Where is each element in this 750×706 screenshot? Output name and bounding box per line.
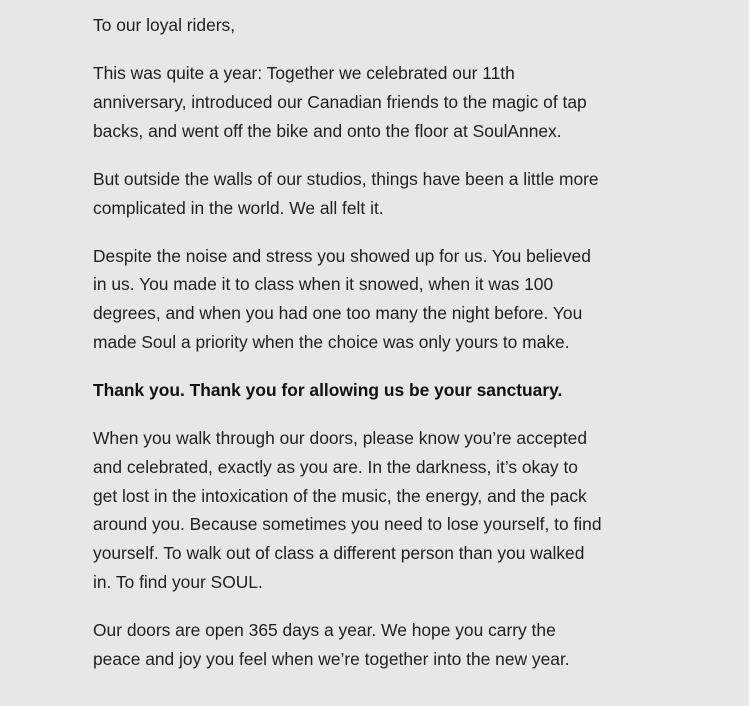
paragraph-world: But outside the walls of our studios, things have been a little more complicated in the world. We all felt it.	[93, 168, 599, 218]
paragraph-showed-up: Despite the noise and stress you showed up for us. You believed in us. You made it to class when it snowed, when it was 100 degrees, and when you had one too many the night before. You made Soul a priority when the choice was only yours to make.	[93, 245, 591, 352]
paragraph-year-recap: This was quite a year: Together we celebrated our 11th anniversary, introduced our Canadian friends to the magic of tap backs, and went off the bike and onto the floor at SoulAnnex.	[93, 63, 587, 141]
paragraph-thank-you: Thank you. Thank you for allowing us be your sanctuary.	[93, 380, 563, 401]
letter-body	[93, 11, 653, 693]
paragraph-doors: When you walk through our doors, please know you’re accepted and celebrated, exactly as you are. In the darkness, it’s okay to get lost in the intoxication of the music, the energy, and the pack around you. Because sometimes you need to lose yourself, to find yourself. To walk out of class a different person than you walked in. To find your SOUL.	[93, 428, 602, 592]
salutation: To our loyal riders,	[93, 15, 236, 35]
paragraph-new-year: Our doors are open 365 days a year. We hope you carry the peace and joy you feel when we’re together into the new year.	[93, 619, 570, 669]
